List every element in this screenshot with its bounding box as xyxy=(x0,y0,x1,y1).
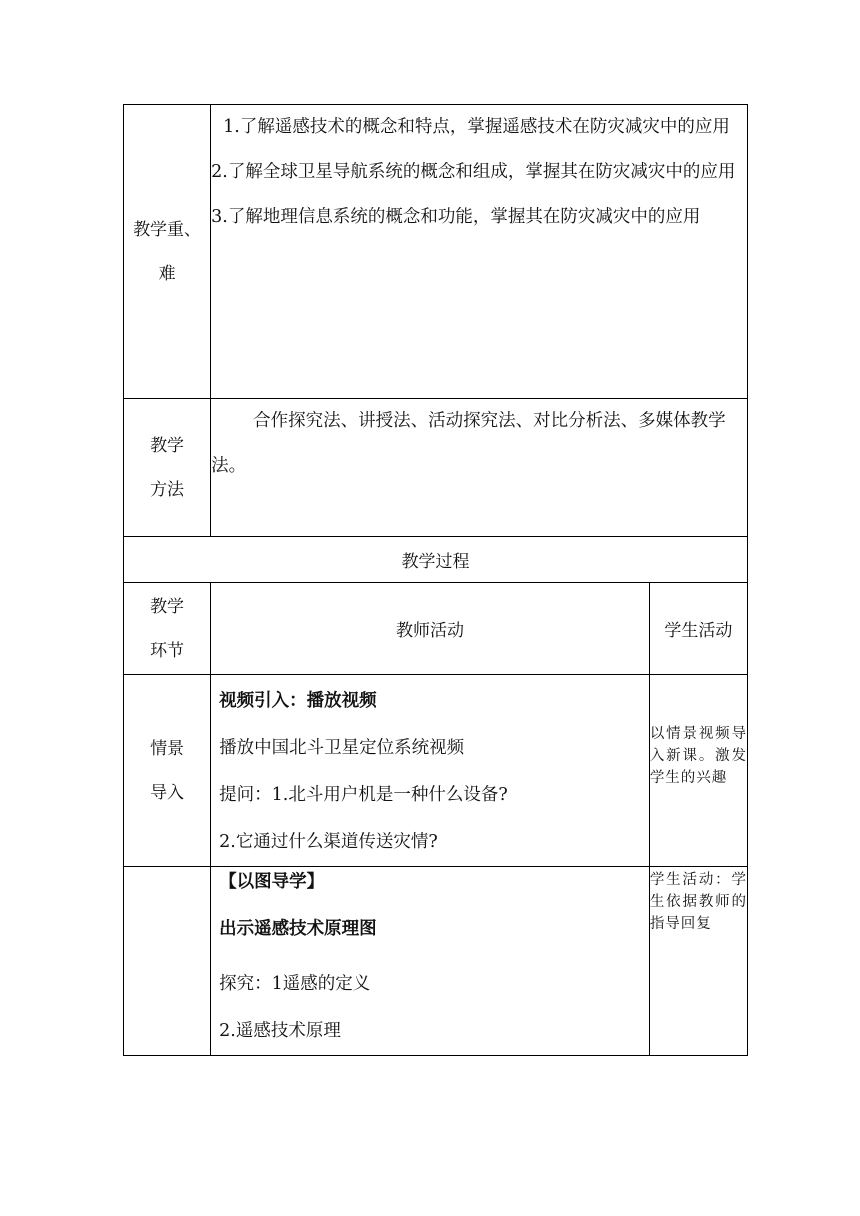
row-column-headers xyxy=(124,583,748,675)
guided-line-2: 出示遥感技术原理图 xyxy=(219,919,377,939)
row-guided xyxy=(124,867,748,1056)
guided-teacher xyxy=(211,867,650,1056)
method-content xyxy=(211,399,748,537)
header-stage: 教学 环节 xyxy=(124,583,211,675)
label-intro: 情景 导入 xyxy=(124,675,211,867)
key-point-2: 2.了解全球卫星导航系统的概念和组成，掌握其在防灾减灾中的应用 xyxy=(211,162,736,182)
intro-line-4: 2.它通过什么渠道传送灾情? xyxy=(219,832,438,852)
method-text: 合作探究法、讲授法、活动探究法、对比分析法、多媒体教学法。 xyxy=(211,411,726,476)
guided-line-4: 2.遥感技术原理 xyxy=(219,1021,341,1041)
row-key-points xyxy=(124,105,748,399)
row-method xyxy=(124,399,748,537)
lesson-plan-table xyxy=(123,104,748,1056)
row-intro xyxy=(124,675,748,867)
guided-student: 学生活动：学生依据教师的指导回复 xyxy=(649,867,747,1056)
process-header: 教学过程 xyxy=(124,537,748,583)
label-method: 教学 方法 xyxy=(124,399,211,537)
key-point-3: 3.了解地理信息系统的概念和功能，掌握其在防灾减灾中的应用 xyxy=(211,207,701,227)
row-process-header xyxy=(124,537,748,583)
intro-line-1: 视频引入：播放视频 xyxy=(219,691,377,711)
key-point-1: 1.了解遥感技术的概念和特点，掌握遥感技术在防灾减灾中的应用 xyxy=(223,117,730,137)
intro-line-2: 播放中国北斗卫星定位系统视频 xyxy=(219,738,465,758)
header-teacher: 教师活动 xyxy=(211,583,650,675)
intro-student: 以情景视频导入新课。激发学生的兴趣 xyxy=(649,675,747,867)
intro-teacher xyxy=(211,675,650,867)
key-points-content xyxy=(211,105,748,399)
intro-line-3: 提问：1.北斗用户机是一种什么设备? xyxy=(219,785,508,805)
guided-line-3: 探究：1遥感的定义 xyxy=(219,974,371,994)
label-guided xyxy=(124,867,211,1056)
header-student: 学生活动 xyxy=(649,583,747,675)
guided-line-1: 【以图导学】 xyxy=(219,872,325,892)
label-key-points: 教学重、 难 xyxy=(124,105,211,399)
